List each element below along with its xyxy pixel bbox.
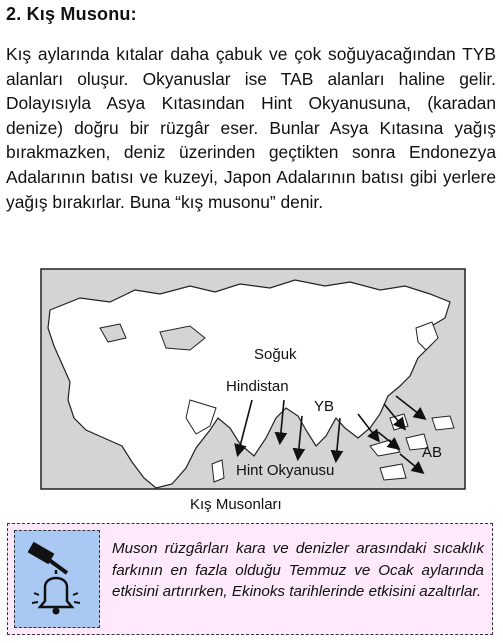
label-ocean: Hint Okyanusu [236, 462, 335, 479]
section-paragraph: Kış aylarında kıtalar daha çabuk ve çok soğuyacağından TYB alanları oluşur. Okyanuslar ise TAB alanları haline gelir. Dolayısıyla Asya Kıtasından Hint Okyanusuna, (karadan denize) doğru bir rüzgâr eser. Bunlar Asya Kıtasına yağış bırakmazken, deniz üzerinden geçtikten sonra Endonezya Adalarının batısı ve kuzeyi, Japon Adalarının batısı gibi yerlere yağış bırakırlar. Buna “kış musonu” denir. [6, 44, 496, 212]
island-madagascar [212, 460, 224, 482]
label-india: Hindistan [226, 378, 289, 395]
map-caption: Kış Musonları [190, 496, 282, 513]
island-4 [432, 416, 454, 430]
label-ab: AB [422, 444, 443, 461]
section-heading: 2. Kış Musonu: [6, 4, 137, 24]
label-cold: Soğuk [254, 346, 297, 363]
monsoon-map [40, 268, 466, 518]
note-text: Muson rüzgârları kara ve denizler arasındaki sıcaklık farkının en fazla olduğu Temmuz ve Ocak aylarında etkisini artırırken, Ekinoks tarihlerinde etkisini azaltırlar. [112, 540, 484, 600]
note-icon-cell [14, 530, 100, 628]
info-note-box [7, 523, 493, 635]
label-yb: YB [314, 398, 335, 415]
hammer-bell-icon [15, 531, 99, 627]
